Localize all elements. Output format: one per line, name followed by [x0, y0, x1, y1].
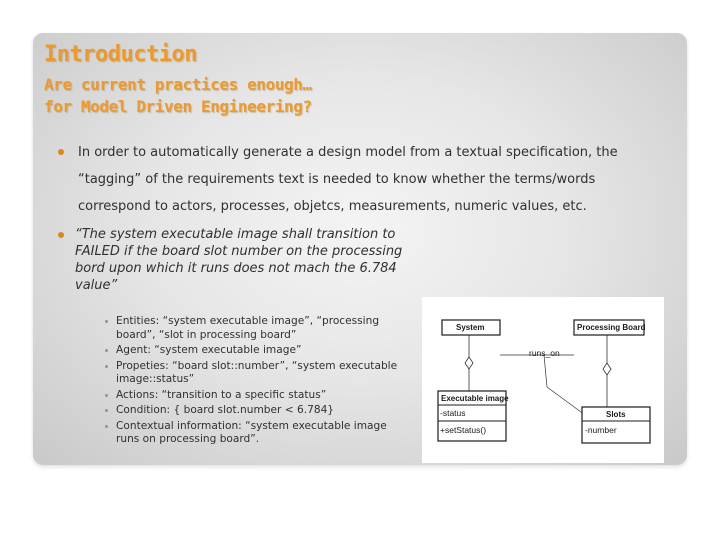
uml-class-diagram: [422, 297, 664, 463]
bullet-quote-text: “The system executable image shall transition to FAILED if the board slot number on the processing bord upon which it runs does not mach the 6.784 value”: [75, 227, 403, 293]
attr-status: -status: [440, 408, 466, 418]
subbullet-context: Contextual information: “system executable image runs on processing board”.: [102, 420, 402, 447]
assoc-line-image-slots-a: [544, 355, 547, 387]
composition-diamond-board: [603, 363, 611, 375]
subbullet-condition: Condition: { board slot.number < 6.784}: [102, 404, 402, 418]
bullet-tagging-text: In order to automatically generate a design model from a textual specification, the “tagging” of the requirements text is needed to know whether the terms/words correspond to actors, processes, objetcs, measurements, numeric values, etc.: [78, 145, 618, 214]
subbullet-actions: Actions: “transition to a specific status”: [102, 389, 402, 403]
op-setstatus: +setStatus(): [440, 425, 487, 435]
class-system-name: System: [456, 323, 485, 332]
attr-number: -number: [585, 425, 617, 435]
assoc-label-runs-on: runs_on: [529, 348, 560, 358]
bullet-tagging: [58, 139, 668, 220]
subbullet-agent: Agent: “system executable image”: [102, 344, 402, 358]
class-processing-board-name: Processing Board: [577, 323, 646, 332]
class-executable-image-name: Executable image: [441, 394, 509, 403]
subbullet-entities: Entities: “system executable image”, “processing board”, “slot in processing board”: [102, 315, 402, 342]
composition-diamond-system: [465, 357, 473, 369]
slide-subtitle: [44, 74, 312, 118]
assoc-line-image-slots-b: [547, 387, 585, 415]
bullet-dot-icon: [58, 149, 64, 155]
bullet-requirement-quote: [58, 226, 418, 294]
slide-title: Introduction: [44, 42, 197, 67]
subtitle-line-2: for Model Driven Engineering?: [44, 97, 312, 116]
bullet-dot-icon: [58, 232, 64, 238]
subtitle-line-1: Are current practices enough…: [44, 75, 312, 94]
uml-diagram-svg: [422, 297, 664, 463]
tagging-subbullets: [102, 315, 402, 449]
subbullet-properties: Propeties: “board slot::number”, “system executable image::status”: [102, 360, 402, 387]
class-slots-name: Slots: [606, 410, 626, 419]
